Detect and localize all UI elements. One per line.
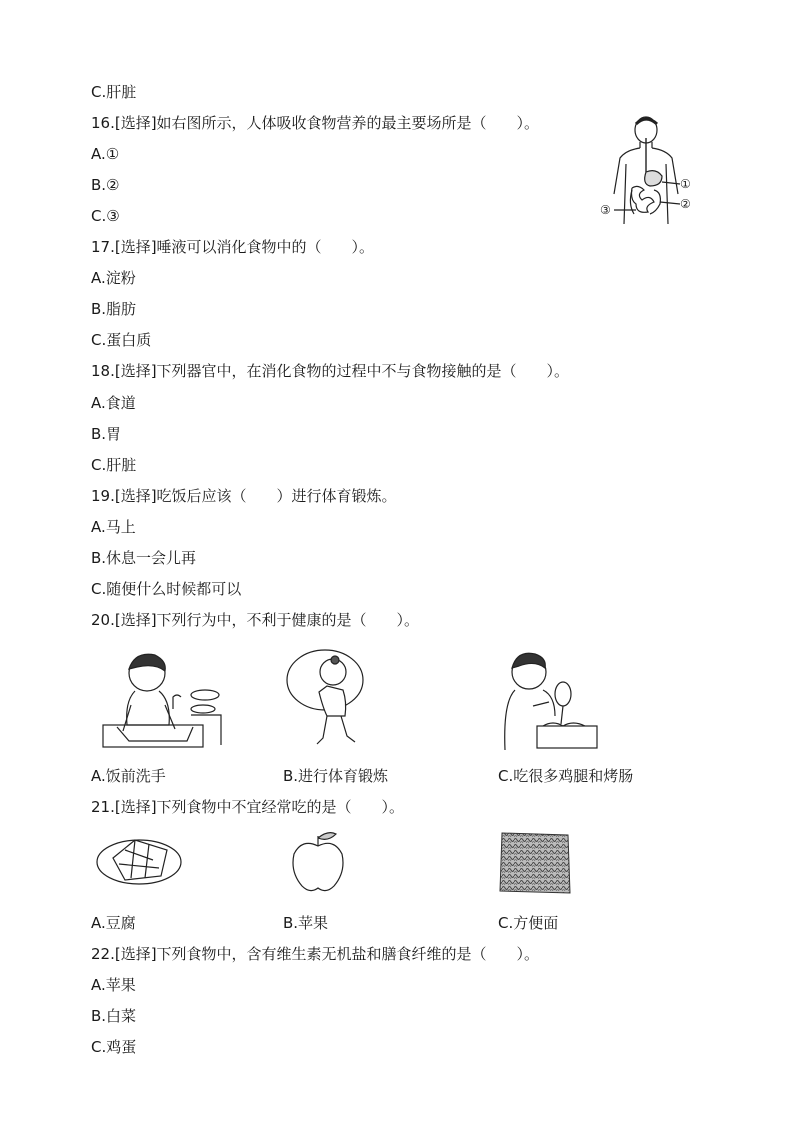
option-text: A.淀粉 bbox=[91, 269, 136, 287]
option-text: A.马上 bbox=[91, 518, 136, 536]
question-16: 16.[选择]如右图所示，人体吸收食物营养的最主要场所是（ ）。 bbox=[91, 114, 540, 132]
q20-option-c: C.吃很多鸡腿和烤肠 bbox=[498, 767, 634, 785]
q21-option-b: B.苹果 bbox=[283, 914, 329, 932]
eating-meat-figure bbox=[497, 646, 601, 752]
label-1: ① bbox=[680, 177, 691, 191]
question-18: 18.[选择]下列器官中，在消化食物的过程中不与食物接触的是（ ）。 bbox=[91, 362, 570, 380]
q20-option-a: A.饭前洗手 bbox=[91, 767, 166, 785]
option-text: A.食道 bbox=[91, 394, 136, 412]
option-text: A.苹果 bbox=[91, 976, 136, 994]
label-3: ③ bbox=[600, 203, 611, 217]
jumping-rope-figure bbox=[283, 646, 373, 756]
option-text: B.胃 bbox=[91, 425, 122, 443]
washing-hands-figure bbox=[95, 645, 225, 755]
q21-option-a: A.豆腐 bbox=[91, 914, 136, 932]
option-text: B.休息一会儿再 bbox=[91, 549, 197, 567]
option-text: A.① bbox=[91, 145, 120, 163]
question-20: 20.[选择]下列行为中，不利于健康的是（ ）。 bbox=[91, 611, 420, 629]
question-22: 22.[选择]下列食物中，含有维生素无机盐和膳食纤维的是（ ）。 bbox=[91, 945, 540, 963]
apple-figure bbox=[288, 830, 348, 894]
q21-option-c: C.方便面 bbox=[498, 914, 559, 932]
option-text: C.③ bbox=[91, 207, 120, 225]
option-text: C.随便什么时候都可以 bbox=[91, 580, 242, 598]
question-21: 21.[选择]下列食物中不宜经常吃的是（ ）。 bbox=[91, 798, 405, 816]
option-text: C.肝脏 bbox=[91, 456, 137, 474]
option-text: B.脂肪 bbox=[91, 300, 137, 318]
q20-option-b: B.进行体育锻炼 bbox=[283, 767, 389, 785]
question-19: 19.[选择]吃饭后应该（ ）进行体育锻炼。 bbox=[91, 487, 397, 505]
tofu-figure bbox=[95, 832, 183, 888]
label-2: ② bbox=[680, 197, 691, 211]
option-text: B.白菜 bbox=[91, 1007, 137, 1025]
option-text: C.蛋白质 bbox=[91, 331, 152, 349]
digestive-system-figure bbox=[596, 114, 700, 238]
option-text: C.鸡蛋 bbox=[91, 1038, 137, 1056]
question-17: 17.[选择]唾液可以消化食物中的（ ）。 bbox=[91, 238, 375, 256]
option-text: C.肝脏 bbox=[91, 83, 137, 101]
instant-noodles-figure bbox=[496, 831, 574, 897]
option-text: B.② bbox=[91, 176, 120, 194]
